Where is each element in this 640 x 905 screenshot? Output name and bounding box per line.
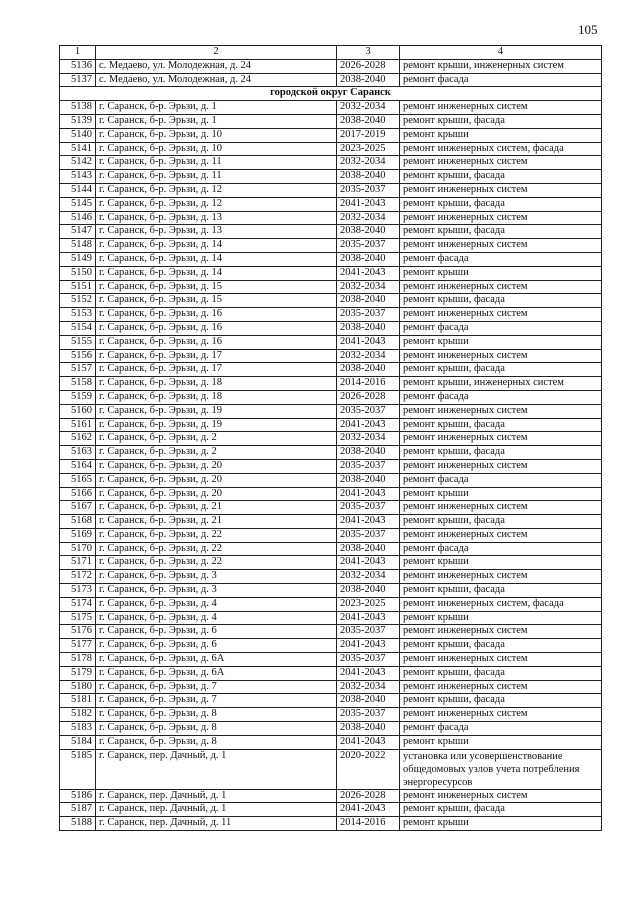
page-number: 105 [578, 22, 598, 37]
row-period: 2026-2028 [337, 789, 400, 803]
row-number: 5160 [60, 404, 96, 418]
row-work: ремонт инженерных систем [400, 653, 602, 667]
table-row [60, 335, 602, 349]
row-period: 2032-2034 [337, 101, 400, 115]
table-row [60, 59, 602, 73]
row-address: г. Саранск, б-р. Эрьзи, д. 19 [96, 418, 337, 432]
row-address: г. Саранск, б-р. Эрьзи, д. 22 [96, 542, 337, 556]
row-number: 5136 [60, 59, 96, 73]
row-period: 2041-2043 [337, 735, 400, 749]
row-address: г. Саранск, пер. Дачный, д. 1 [96, 803, 337, 817]
row-work: ремонт инженерных систем [400, 570, 602, 584]
row-work: ремонт фасада [400, 321, 602, 335]
row-work: ремонт крыши [400, 487, 602, 501]
row-period: 2035-2037 [337, 528, 400, 542]
row-work: ремонт инженерных систем [400, 432, 602, 446]
table-row [60, 611, 602, 625]
table-row [60, 694, 602, 708]
row-period: 2038-2040 [337, 225, 400, 239]
row-number: 5173 [60, 584, 96, 598]
row-work: ремонт крыши [400, 735, 602, 749]
table-row [60, 749, 602, 789]
row-address: г. Саранск, пер. Дачный, д. 1 [96, 789, 337, 803]
row-address: г. Саранск, б-р. Эрьзи, д. 22 [96, 528, 337, 542]
row-number: 5175 [60, 611, 96, 625]
row-number: 5168 [60, 515, 96, 529]
row-period: 2038-2040 [337, 294, 400, 308]
row-period: 2041-2043 [337, 266, 400, 280]
row-period: 2035-2037 [337, 653, 400, 667]
table-row [60, 515, 602, 529]
table-row [60, 803, 602, 817]
row-number: 5172 [60, 570, 96, 584]
table-row [60, 487, 602, 501]
table-row [60, 114, 602, 128]
row-address: г. Саранск, б-р. Эрьзи, д. 1 [96, 101, 337, 115]
row-work: ремонт крыши, фасада [400, 170, 602, 184]
row-address: г. Саранск, б-р. Эрьзи, д. 18 [96, 377, 337, 391]
row-address: г. Саранск, б-р. Эрьзи, д. 2 [96, 446, 337, 460]
row-work: ремонт инженерных систем [400, 528, 602, 542]
row-period: 2041-2043 [337, 487, 400, 501]
row-address: г. Саранск, б-р. Эрьзи, д. 8 [96, 722, 337, 736]
table-row [60, 308, 602, 322]
row-number: 5156 [60, 349, 96, 363]
table-row [60, 639, 602, 653]
row-period: 2038-2040 [337, 694, 400, 708]
row-work: ремонт инженерных систем [400, 625, 602, 639]
row-address: г. Саранск, б-р. Эрьзи, д. 6А [96, 653, 337, 667]
row-address: г. Саранск, б-р. Эрьзи, д. 8 [96, 735, 337, 749]
table-row [60, 73, 602, 87]
row-number: 5183 [60, 722, 96, 736]
row-period: 2038-2040 [337, 321, 400, 335]
row-address: г. Саранск, б-р. Эрьзи, д. 18 [96, 390, 337, 404]
row-period: 2035-2037 [337, 501, 400, 515]
table-row [60, 225, 602, 239]
row-number: 5142 [60, 156, 96, 170]
row-work: ремонт крыши [400, 817, 602, 831]
table-body [60, 59, 602, 830]
row-number: 5144 [60, 183, 96, 197]
row-work: ремонт крыши, фасада [400, 694, 602, 708]
row-number: 5178 [60, 653, 96, 667]
row-period: 2038-2040 [337, 114, 400, 128]
table-row [60, 708, 602, 722]
header-col-1: 1 [60, 46, 96, 60]
row-address: г. Саранск, б-р. Эрьзи, д. 13 [96, 211, 337, 225]
table-row [60, 239, 602, 253]
table-row [60, 390, 602, 404]
row-period: 2035-2037 [337, 183, 400, 197]
registry-table [59, 45, 602, 831]
row-number: 5151 [60, 280, 96, 294]
table-row [60, 101, 602, 115]
row-period: 2014-2016 [337, 377, 400, 391]
table-row [60, 142, 602, 156]
row-work: ремонт крыши, фасада [400, 294, 602, 308]
table-row [60, 817, 602, 831]
row-number: 5161 [60, 418, 96, 432]
row-work: ремонт фасада [400, 722, 602, 736]
row-work: ремонт крыши, фасада [400, 114, 602, 128]
table-row [60, 680, 602, 694]
row-address: г. Саранск, б-р. Эрьзи, д. 1 [96, 114, 337, 128]
row-address: г. Саранск, б-р. Эрьзи, д. 6 [96, 639, 337, 653]
row-period: 2032-2034 [337, 211, 400, 225]
row-address: г. Саранск, б-р. Эрьзи, д. 13 [96, 225, 337, 239]
row-work: ремонт крыши, фасада [400, 515, 602, 529]
row-number: 5140 [60, 128, 96, 142]
row-work: ремонт фасада [400, 73, 602, 87]
row-address: г. Саранск, б-р. Эрьзи, д. 4 [96, 611, 337, 625]
row-number: 5139 [60, 114, 96, 128]
row-number: 5163 [60, 446, 96, 460]
row-address: г. Саранск, б-р. Эрьзи, д. 19 [96, 404, 337, 418]
row-number: 5164 [60, 459, 96, 473]
row-address: г. Саранск, б-р. Эрьзи, д. 21 [96, 515, 337, 529]
row-address: г. Саранск, б-р. Эрьзи, д. 22 [96, 556, 337, 570]
row-address: г. Саранск, б-р. Эрьзи, д. 8 [96, 708, 337, 722]
row-work: ремонт крыши, инженерных систем [400, 59, 602, 73]
row-number: 5150 [60, 266, 96, 280]
row-address: г. Саранск, б-р. Эрьзи, д. 20 [96, 487, 337, 501]
row-work: ремонт инженерных систем [400, 349, 602, 363]
table-row [60, 528, 602, 542]
row-address: г. Саранск, б-р. Эрьзи, д. 3 [96, 584, 337, 598]
row-work: ремонт инженерных систем, фасада [400, 142, 602, 156]
row-period: 2038-2040 [337, 252, 400, 266]
table-row [60, 128, 602, 142]
row-address: г. Саранск, б-р. Эрьзи, д. 6 [96, 625, 337, 639]
row-period: 2038-2040 [337, 542, 400, 556]
row-address: г. Саранск, б-р. Эрьзи, д. 14 [96, 239, 337, 253]
row-period: 2038-2040 [337, 170, 400, 184]
row-work: ремонт крыши, фасада [400, 197, 602, 211]
row-address: г. Саранск, б-р. Эрьзи, д. 16 [96, 335, 337, 349]
row-address: г. Саранск, б-р. Эрьзи, д. 17 [96, 363, 337, 377]
row-period: 2017-2019 [337, 128, 400, 142]
row-address: г. Саранск, б-р. Эрьзи, д. 16 [96, 321, 337, 335]
row-period: 2041-2043 [337, 515, 400, 529]
row-number: 5165 [60, 473, 96, 487]
row-number: 5180 [60, 680, 96, 694]
row-number: 5166 [60, 487, 96, 501]
row-work: ремонт крыши, фасада [400, 225, 602, 239]
row-period: 2041-2043 [337, 666, 400, 680]
table-row [60, 197, 602, 211]
row-number: 5184 [60, 735, 96, 749]
row-period: 2032-2034 [337, 680, 400, 694]
row-period: 2032-2034 [337, 570, 400, 584]
section-title: городской округ Саранск [60, 87, 602, 101]
row-address: г. Саранск, б-р. Эрьзи, д. 10 [96, 142, 337, 156]
row-work: ремонт крыши [400, 611, 602, 625]
table-row [60, 321, 602, 335]
row-number: 5179 [60, 666, 96, 680]
row-period: 2023-2025 [337, 142, 400, 156]
row-period: 2041-2043 [337, 556, 400, 570]
row-work: ремонт крыши, фасада [400, 418, 602, 432]
row-address: г. Саранск, б-р. Эрьзи, д. 4 [96, 597, 337, 611]
table-row [60, 446, 602, 460]
row-address: г. Саранск, б-р. Эрьзи, д. 21 [96, 501, 337, 515]
table-row [60, 625, 602, 639]
row-number: 5181 [60, 694, 96, 708]
row-number: 5170 [60, 542, 96, 556]
row-period: 2038-2040 [337, 473, 400, 487]
row-work: ремонт инженерных систем [400, 501, 602, 515]
row-address: г. Саранск, б-р. Эрьзи, д. 17 [96, 349, 337, 363]
row-number: 5145 [60, 197, 96, 211]
row-period: 2041-2043 [337, 197, 400, 211]
row-work: ремонт крыши [400, 128, 602, 142]
row-period: 2038-2040 [337, 584, 400, 598]
table-row [60, 211, 602, 225]
table-row [60, 653, 602, 667]
table-row [60, 473, 602, 487]
row-period: 2035-2037 [337, 239, 400, 253]
row-work: ремонт фасада [400, 542, 602, 556]
row-period: 2035-2037 [337, 459, 400, 473]
row-number: 5185 [60, 749, 96, 789]
row-number: 5143 [60, 170, 96, 184]
row-address: г. Саранск, б-р. Эрьзи, д. 11 [96, 156, 337, 170]
table-row [60, 183, 602, 197]
row-address: г. Саранск, б-р. Эрьзи, д. 12 [96, 197, 337, 211]
row-period: 2032-2034 [337, 349, 400, 363]
row-number: 5171 [60, 556, 96, 570]
table-row [60, 418, 602, 432]
row-number: 5155 [60, 335, 96, 349]
row-address: г. Саранск, б-р. Эрьзи, д. 15 [96, 294, 337, 308]
row-number: 5162 [60, 432, 96, 446]
row-period: 2041-2043 [337, 418, 400, 432]
row-period: 2032-2034 [337, 432, 400, 446]
row-work: ремонт инженерных систем [400, 156, 602, 170]
header-col-2: 2 [96, 46, 337, 60]
row-work: ремонт инженерных систем [400, 239, 602, 253]
row-number: 5146 [60, 211, 96, 225]
row-number: 5152 [60, 294, 96, 308]
row-address: с. Медаево, ул. Молодежная, д. 24 [96, 73, 337, 87]
row-number: 5154 [60, 321, 96, 335]
row-period: 2026-2028 [337, 390, 400, 404]
row-address: г. Саранск, б-р. Эрьзи, д. 11 [96, 170, 337, 184]
row-work: ремонт крыши, фасада [400, 363, 602, 377]
row-address: г. Саранск, б-р. Эрьзи, д. 7 [96, 680, 337, 694]
row-period: 2032-2034 [337, 156, 400, 170]
row-work: ремонт крыши, фасада [400, 803, 602, 817]
row-address: г. Саранск, б-р. Эрьзи, д. 20 [96, 459, 337, 473]
row-number: 5177 [60, 639, 96, 653]
row-period: 2035-2037 [337, 625, 400, 639]
row-number: 5176 [60, 625, 96, 639]
table-row [60, 542, 602, 556]
row-work: ремонт крыши, фасада [400, 666, 602, 680]
row-address: г. Саранск, б-р. Эрьзи, д. 14 [96, 252, 337, 266]
row-work: ремонт крыши [400, 335, 602, 349]
row-number: 5148 [60, 239, 96, 253]
row-period: 2041-2043 [337, 611, 400, 625]
row-period: 2041-2043 [337, 639, 400, 653]
table-row [60, 363, 602, 377]
table-row [60, 252, 602, 266]
row-work: ремонт крыши, фасада [400, 584, 602, 598]
row-work: ремонт инженерных систем [400, 101, 602, 115]
table-row [60, 597, 602, 611]
row-number: 5188 [60, 817, 96, 831]
table-row [60, 666, 602, 680]
row-number: 5174 [60, 597, 96, 611]
row-number: 5158 [60, 377, 96, 391]
row-work: установка или усовершенствование общедомовых узлов учета потребления энергоресурсов [400, 749, 602, 789]
row-address: с. Медаево, ул. Молодежная, д. 24 [96, 59, 337, 73]
table-row [60, 722, 602, 736]
row-work: ремонт фасада [400, 252, 602, 266]
row-work: ремонт инженерных систем [400, 789, 602, 803]
row-work: ремонт инженерных систем [400, 308, 602, 322]
row-address: г. Саранск, б-р. Эрьзи, д. 15 [96, 280, 337, 294]
row-address: г. Саранск, б-р. Эрьзи, д. 6А [96, 666, 337, 680]
table-row [60, 584, 602, 598]
row-period: 2038-2040 [337, 722, 400, 736]
row-period: 2035-2037 [337, 308, 400, 322]
row-address: г. Саранск, б-р. Эрьзи, д. 12 [96, 183, 337, 197]
row-address: г. Саранск, б-р. Эрьзи, д. 7 [96, 694, 337, 708]
table-row [60, 280, 602, 294]
row-work: ремонт инженерных систем [400, 404, 602, 418]
table-row [60, 404, 602, 418]
row-work: ремонт фасада [400, 473, 602, 487]
row-period: 2032-2034 [337, 280, 400, 294]
table-row [60, 501, 602, 515]
table-row [60, 570, 602, 584]
row-address: г. Саранск, б-р. Эрьзи, д. 2 [96, 432, 337, 446]
row-work: ремонт крыши, инженерных систем [400, 377, 602, 391]
row-number: 5187 [60, 803, 96, 817]
row-number: 5186 [60, 789, 96, 803]
header-col-3: 3 [337, 46, 400, 60]
table-row [60, 349, 602, 363]
row-work: ремонт крыши [400, 556, 602, 570]
row-work: ремонт инженерных систем [400, 211, 602, 225]
table-row [60, 459, 602, 473]
row-address: г. Саранск, б-р. Эрьзи, д. 3 [96, 570, 337, 584]
section-row [60, 87, 602, 101]
row-work: ремонт крыши, фасада [400, 639, 602, 653]
row-number: 5157 [60, 363, 96, 377]
header-col-4: 4 [400, 46, 602, 60]
row-period: 2014-2016 [337, 817, 400, 831]
table-row [60, 156, 602, 170]
row-period: 2038-2040 [337, 446, 400, 460]
row-address: г. Саранск, б-р. Эрьзи, д. 16 [96, 308, 337, 322]
row-period: 2023-2025 [337, 597, 400, 611]
header-row [60, 46, 602, 60]
row-work: ремонт инженерных систем [400, 280, 602, 294]
row-number: 5159 [60, 390, 96, 404]
table-row [60, 294, 602, 308]
table-row [60, 789, 602, 803]
row-address: г. Саранск, б-р. Эрьзи, д. 20 [96, 473, 337, 487]
row-work: ремонт инженерных систем [400, 680, 602, 694]
row-period: 2035-2037 [337, 708, 400, 722]
table-row [60, 377, 602, 391]
row-period: 2038-2040 [337, 73, 400, 87]
row-period: 2038-2040 [337, 363, 400, 377]
row-work: ремонт инженерных систем [400, 183, 602, 197]
row-number: 5167 [60, 501, 96, 515]
row-number: 5149 [60, 252, 96, 266]
row-period: 2020-2022 [337, 749, 400, 789]
row-period: 2041-2043 [337, 803, 400, 817]
row-work: ремонт инженерных систем, фасада [400, 597, 602, 611]
row-number: 5138 [60, 101, 96, 115]
row-work: ремонт инженерных систем [400, 459, 602, 473]
row-period: 2026-2028 [337, 59, 400, 73]
row-number: 5147 [60, 225, 96, 239]
row-number: 5169 [60, 528, 96, 542]
row-address: г. Саранск, б-р. Эрьзи, д. 10 [96, 128, 337, 142]
row-period: 2035-2037 [337, 404, 400, 418]
table-row [60, 735, 602, 749]
table-row [60, 432, 602, 446]
row-number: 5182 [60, 708, 96, 722]
row-number: 5141 [60, 142, 96, 156]
row-period: 2041-2043 [337, 335, 400, 349]
row-address: г. Саранск, б-р. Эрьзи, д. 14 [96, 266, 337, 280]
row-number: 5137 [60, 73, 96, 87]
row-address: г. Саранск, пер. Дачный, д. 11 [96, 817, 337, 831]
row-number: 5153 [60, 308, 96, 322]
row-work: ремонт фасада [400, 390, 602, 404]
row-work: ремонт инженерных систем [400, 708, 602, 722]
table-row [60, 266, 602, 280]
row-work: ремонт крыши, фасада [400, 446, 602, 460]
table-row [60, 556, 602, 570]
row-work: ремонт крыши [400, 266, 602, 280]
table-row [60, 170, 602, 184]
row-address: г. Саранск, пер. Дачный, д. 1 [96, 749, 337, 789]
